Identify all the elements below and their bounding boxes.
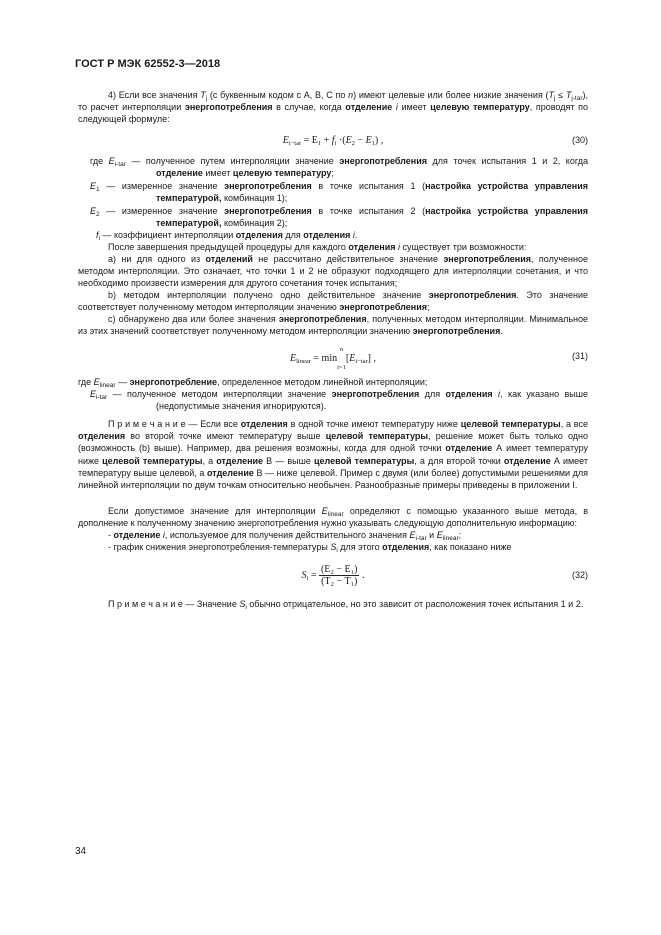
definition-fi: $f_i$ — коэффициент интерполяции отделения для отделения i. (96, 230, 358, 242)
note-2: П р и м е ч а н и е — Значение $S_i$ обычно отрицательное, но это зависит от расположения точек испытания 1 и 2. (108, 599, 584, 611)
paragraph-b: b) методом интерполяции получено одно действительное значение энергопотребления. Это значение соответствует полученному методом интерполяции значению энергопотребления; (78, 290, 588, 313)
bullet-1: - отделение i, используемое для получения действительного значения $E_{i-tar}$ и $E_{linear}$; (108, 530, 462, 542)
definition-e-itar: где $E_{i-tar}$ — полученное путем интерполяции значение энергопотребления для точек испытания 1 и 2, когда отделение имеет целевую температуру; (90, 156, 588, 179)
definition-e1: $E_1$ — измеренное значение энергопотребления в точке испытания 1 (настройка устройства управления температурой, комбинация 1); (90, 181, 588, 204)
definition-eitar-2: $E_{i-tar}$ — полученное методом интерполяции значение энергопотребления для отделения i, как указано выше (недопустимые значения игнорируются). (90, 389, 588, 412)
note-1: П р и м е ч а н и е — Если все отделения в одной точке имеют температуру ниже целевой температуры, а все отделения во второй точке имеют температуру выше целевой температуры, решение может быть только одно (возможность (b) выше). Например, два решения возможны, когда для одной точки отделение А имеет температуру ниже целевой температуры, а отделение В — выше целевой температуры, а для второй точки отделение А имеет температуру выше целевой, а отделение В — ниже целевой. Пример с двумя (или более) допустимыми решениями для линейной интерполяции по двум точкам относительно необычен. Разнообразные примеры приведены в приложении I. (78, 419, 589, 491)
equation-number: (32) (571, 570, 588, 580)
paragraph-valid: Если допустимое значение для интерполяции $E_{linear}$ определяют с помощью указанного выше метода, в дополнение к полученному значению энергопотребления нужно указывать следующую дополнительную информацию: (78, 506, 588, 529)
equation-31: $E_{linear} = \min$ n i=1 $[E_{i-tar}]$ , (31) (290, 346, 588, 371)
paragraph-after: После завершения предыдущей процедуры для каждого отделения i существует три возможности: (108, 242, 527, 252)
bullet-2: - график снижения энергопотребления-температуры $S_i$ для этого отделения, как показано ниже (108, 542, 512, 554)
paragraph-a: а) ни для одного из отделений не рассчитано действительное значение энергопотребления, полученное методом интерполяции. Это означает, что точки 1 и 2 не образуют подходящего для интерполяции сочетания, и что необходимо произвести измерения для другого сочетания точек испытания; (78, 254, 588, 289)
paragraph-c: с) обнаружено два или более значения энергопотребления, полученных методом интерполяции. Минимальное из этих значений соответствует полученному методом интерполяции значению энергопотребления. (78, 314, 588, 337)
page-number: 34 (75, 846, 87, 857)
equation-30: $E_{i-tar} = E_1 + f_i \cdot(E_2 - E_1)$ , (30) (282, 135, 588, 147)
document-header: ГОСТ Р МЭК 62552-3—2018 (75, 58, 221, 70)
paragraph-item-4: 4) Если все значения $T_j$ (с буквенным кодом с A, B, C по n) имеют целевые или более низкие значения $(T_j \le T_{j-tar})$, то расчет интерполяции энергопотребления в случае, когда отделение i имеет целевую температуру, проводят по следующей формуле: (78, 90, 589, 125)
equation-number: (30) (571, 135, 588, 145)
equation-32: $S_i$ = $\frac{\text{(E₂ − E₁)}}{\text{(T₂ − T₁)}}$ . (32) (301, 564, 588, 587)
equation-number: (31) (571, 351, 588, 361)
definition-e2: $E_2$ — измеренное значение энергопотребления в точке испытания 2 (настройка устройства управления температурой, комбинация 2); (90, 206, 588, 229)
definition-elinear: где $E_{linear}$ — энергопотребление, определенное методом линейной интерполяции; (78, 377, 428, 389)
